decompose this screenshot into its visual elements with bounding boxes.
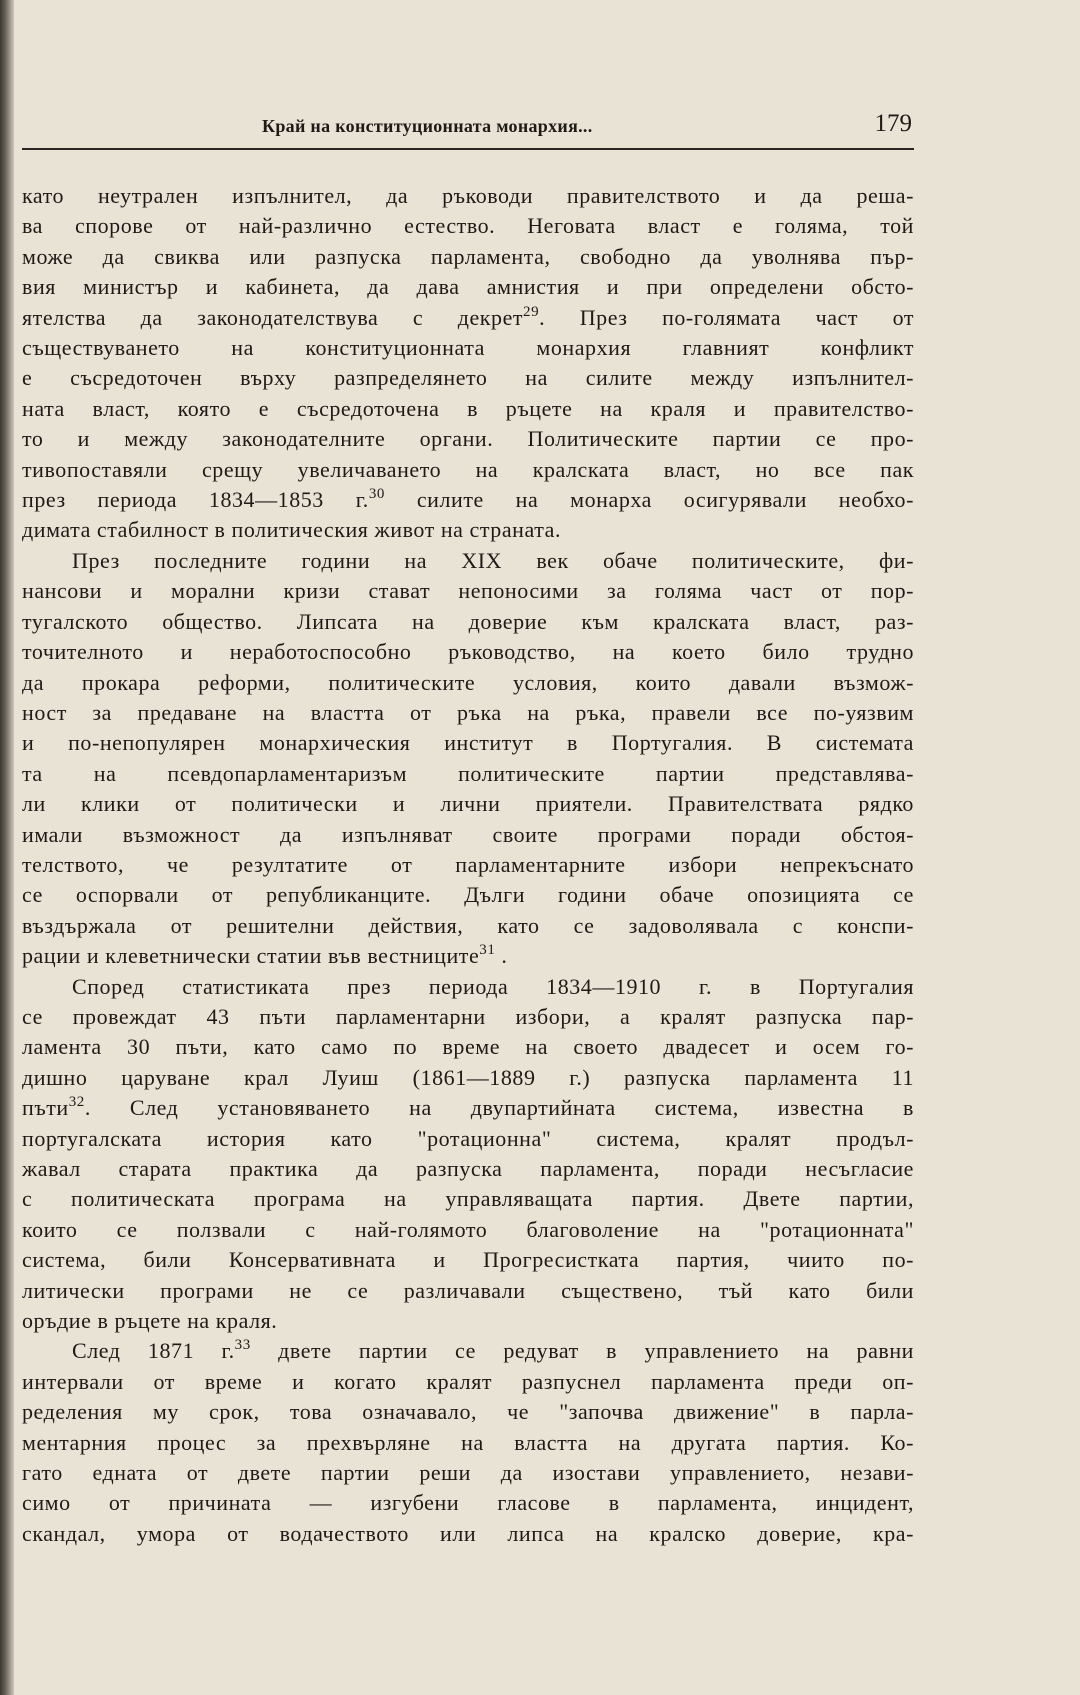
- footnote-ref: 31: [479, 942, 496, 959]
- text-fragment: силите на монарха осигурявали необхо-: [384, 487, 914, 513]
- text-fragment: След 1871 г.: [72, 1338, 235, 1364]
- text-line: [22, 1093, 914, 1123]
- text-line: се провеждат 43 пъти парламентарни избори, а кралят разпуска пар-: [22, 1003, 914, 1029]
- text-line: дишно царуване крал Луиш (1861—1889 г.) разпуска парламента 11: [22, 1064, 914, 1090]
- text-line: гато едната от двете партии реши да изостави управлението, незави-: [22, 1460, 914, 1486]
- text-line: имали възможност да изпълняват своите програми поради обстоя-: [22, 821, 914, 847]
- paragraph-2: [22, 546, 914, 972]
- text-line: [22, 1336, 914, 1366]
- text-line: и по-непопулярен монархическия институт в Португалия. В системата: [22, 730, 914, 756]
- text-line: ределения му срок, това означавало, че "започва движение" в парла-: [22, 1399, 914, 1425]
- running-title: Край на конституционната монархия...: [262, 116, 593, 136]
- text-line: литически програми не се различавали съществено, тъй като били: [22, 1277, 914, 1303]
- text-line: интервали от време и когато кралят разпуснел парламента преди оп-: [22, 1368, 914, 1394]
- text-line: вия министър и кабинета, да дава амнистия и при определени обсто-: [22, 274, 914, 300]
- text-line: като неутрален изпълнител, да ръководи правителството и да реша-: [22, 183, 914, 208]
- running-header: [22, 108, 914, 150]
- text-line: съществуването на конституционната монархия главният конфликт: [22, 335, 914, 361]
- text-line: ли клики от политически и лични приятели. Правителствата рядко: [22, 791, 914, 817]
- text-line: [22, 546, 914, 576]
- text-line: димата стабилност в политическия живот на страната.: [22, 517, 562, 543]
- text-line: тугалското общество. Липсата на доверие към кралската власт, раз-: [22, 608, 914, 634]
- text-line: телството, че резултатите от парламентарните избори непрекъснато: [22, 851, 914, 877]
- text-line: [22, 972, 914, 1002]
- footnote-ref: 30: [368, 486, 385, 503]
- text-fragment: През последните години на XIX век обаче политическите, фи-: [72, 547, 914, 573]
- text-line: оръдие в ръцете на краля.: [22, 1308, 278, 1334]
- paragraph-1: [22, 181, 914, 546]
- text-line: скандал, умора от водачеството или липса на кралско доверие, кра-: [22, 1520, 914, 1546]
- text-fragment: . След установяването на двупартийната система, известна в: [84, 1095, 914, 1121]
- text-line: въздържала от решителни действия, като се задоволявала с конспи-: [22, 912, 914, 938]
- text-line: ната власт, която е съсредоточена в ръцете на краля и правителство-: [22, 395, 914, 421]
- text-fragment: през периода 1834—1853 г.: [22, 487, 369, 513]
- text-line: ментарния процес за прехвърляне на властта на другата партия. Ко-: [22, 1429, 914, 1455]
- text-line: е съсредоточен върху разпределянето на силите между изпълнител-: [22, 365, 914, 391]
- text-line: се оспорвали от републиканците. Дълги години обаче опозицията се: [22, 882, 914, 908]
- text-fragment: ятелства да законодателствува с декрет: [22, 304, 524, 330]
- paragraph-3: [22, 972, 914, 1337]
- text-line: да прокара реформи, политическите условия, които давали възмож-: [22, 669, 914, 695]
- footnote-ref: 33: [234, 1337, 251, 1354]
- paragraph-4: [22, 1336, 914, 1549]
- footnote-ref: 29: [523, 303, 540, 320]
- text-line: [22, 941, 914, 971]
- text-line: португалската история като "ротационна" система, кралят продъл-: [22, 1125, 914, 1151]
- text-fragment: Според статистиката през периода 1834—1910 г. в Португалия: [72, 973, 914, 999]
- text-line: ламента 30 пъти, като само по време на своето двадесет и осем го-: [22, 1034, 914, 1060]
- text-fragment: двете партии се редуват в управлението на равни: [250, 1338, 914, 1364]
- text-line: ва спорове от най-различно естество. Неговата власт е голяма, той: [22, 213, 914, 239]
- text-line: симо от причината — изгубени гласове в парламента, инцидент,: [22, 1490, 914, 1516]
- text-fragment: рации и клеветнически статии във вестниците: [22, 943, 480, 969]
- text-line: може да свиква или разпуска парламента, свободно да уволнява пър-: [22, 243, 914, 269]
- text-line: които се ползвали с най-голямото благоволение на "ротационната": [22, 1216, 914, 1242]
- text-line: жавал старата практика да разпуска парламента, поради несъгласие: [22, 1156, 914, 1181]
- text-line: система, били Консервативната и Прогресистката партия, чиито по-: [22, 1247, 914, 1273]
- text-line: с политическата програма на управляващата партия. Двете партии,: [22, 1186, 914, 1212]
- text-line: то и между законодателните органи. Политическите партии се про-: [22, 426, 914, 452]
- page-number: 179: [874, 110, 912, 137]
- text-line: ност за предаване на властта от ръка на ръка, правели все по-уязвим: [22, 699, 914, 725]
- text-fragment: . През по-голямата част от: [539, 304, 914, 330]
- body-text: [22, 181, 914, 1549]
- text-line: [22, 303, 914, 333]
- text-line: нансови и морални кризи стават непоносими за голяма част от пор-: [22, 578, 914, 604]
- text-line: тивопоставяли срещу увеличаването на кралската власт, но все пак: [22, 456, 914, 482]
- text-line: точителното и неработоспособно ръководство, на което било трудно: [22, 639, 914, 665]
- text-fragment: .: [495, 943, 508, 969]
- text-line: та на псевдопарламентаризъм политическите партии представлява-: [22, 760, 914, 786]
- text-line: [22, 485, 914, 515]
- text-fragment: пъти: [22, 1095, 69, 1121]
- footnote-ref: 32: [68, 1094, 85, 1111]
